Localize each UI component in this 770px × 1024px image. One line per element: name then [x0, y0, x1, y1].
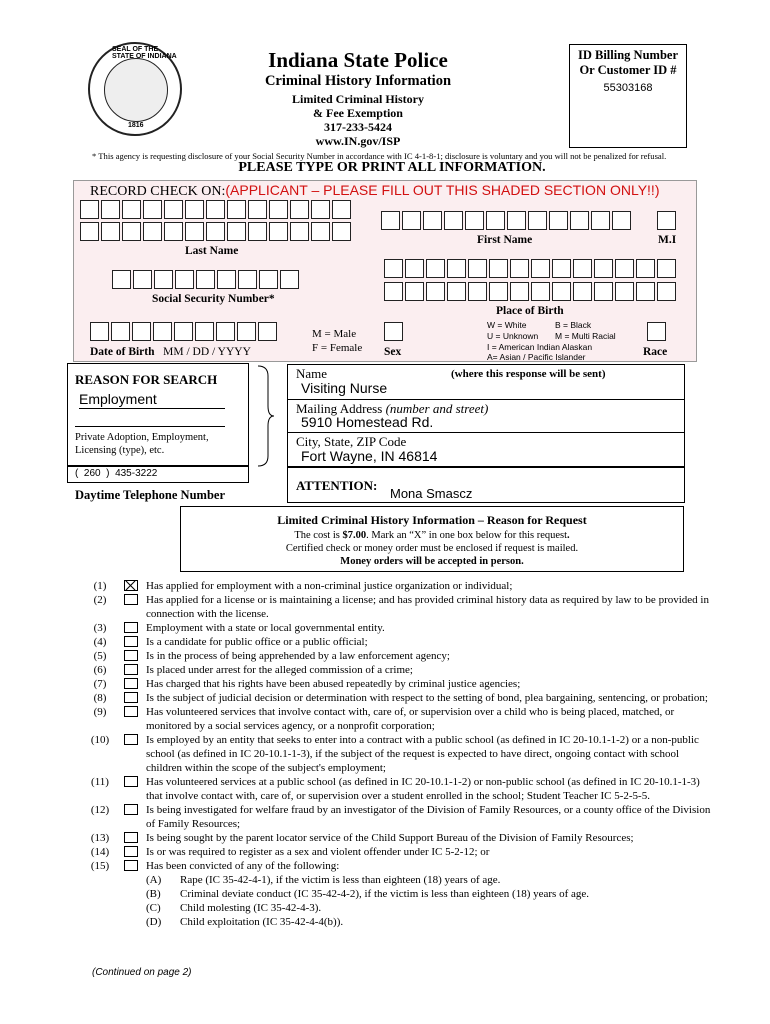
id-billing-label: ID Billing Number Or Customer ID # — [577, 48, 678, 77]
fee-box — [180, 506, 684, 572]
reasons-list — [82, 579, 712, 929]
list-item: (8) Is the subject of judicial decision or determination with respect to the setting of bond, plea bargaining, sentencing, or probation; — [93, 692, 708, 704]
reason-checkbox[interactable] — [124, 846, 138, 857]
list-item: (5) Is in the process of being apprehended by a law enforcement agency; — [93, 650, 450, 662]
print-instruction: PLEASE TYPE OR PRINT ALL INFORMATION. — [238, 160, 546, 175]
mi-label: M.I — [658, 234, 677, 246]
sub-item: (B) Criminal deviate conduct (IC 35-42-4-2), if the victim is less than eighteen (18) years of age. — [146, 888, 590, 900]
divider — [287, 432, 685, 433]
race-code: B = Black — [555, 320, 592, 330]
fee-title: Limited Criminal History Information – Reason for Request — [277, 513, 587, 527]
reason-checkbox[interactable] — [124, 594, 138, 605]
attention-input[interactable]: Mona Smascz — [390, 486, 473, 501]
list-item: (1) Has applied for employment with a non-criminal justice organization or individual; — [93, 580, 513, 592]
race-code: I = American Indian Alaskan — [487, 342, 593, 352]
list-item: (3) Employment with a state or local governmental entity. — [93, 622, 385, 634]
reason-checkbox[interactable] — [124, 804, 138, 815]
sex-codes: M = Male F = Female — [312, 328, 363, 354]
list-item: (14) Is or was required to register as a sex and violent offender under IC 5-2-12; or — [90, 846, 490, 858]
record-check-heading: RECORD CHECK ON:(APPLICANT – PLEASE FILL OUT THIS SHADED SECTION ONLY!!) — [90, 182, 660, 199]
attention-label: ATTENTION: — [296, 478, 378, 493]
name-input[interactable]: Visiting Nurse — [301, 380, 388, 396]
place-of-birth-label: Place of Birth — [496, 305, 564, 317]
reason-checkbox[interactable] — [124, 776, 138, 787]
dob-label: Date of Birth MM / DD / YYYY — [90, 346, 251, 358]
race-box[interactable] — [647, 322, 668, 341]
list-item: (10) Is employed by an entity that seeks to enter into a contract with a public school (as defined in IC 20-10.1-1-2) or a non-public school (as defined in IC 20-10.1-1-3), if the subject of the request is expected to have direct, ongoing contact with school children within the scope of the subject's employment; — [90, 734, 699, 774]
sub-item: (C) Child molesting (IC 35-42-4-3). — [146, 902, 322, 914]
reason-checkbox[interactable] — [124, 580, 138, 591]
first-name-boxes[interactable] — [381, 211, 633, 230]
sub-item: (D) Child exploitation (IC 35-42-4-4(b)). — [146, 916, 344, 928]
place-of-birth-boxes-row2[interactable] — [384, 282, 678, 301]
fee-payment-line: Certified check or money order must be enclosed if request is mailed. — [285, 543, 579, 554]
header-line: Limited Criminal History — [292, 92, 424, 106]
race-code: U = Unknown — [487, 331, 539, 341]
list-item: (9) Has volunteered services that involve contact with, care of, or supervision over a child who is being placed, matched, or monitored by a social services agency, or a nonprofit corporation; — [93, 706, 675, 732]
id-billing-value[interactable]: 55303168 — [603, 82, 653, 94]
header-line: & Fee Exemption — [313, 106, 403, 120]
telephone-input[interactable]: ( 260 ) 435-3222 — [75, 468, 158, 479]
dob-boxes[interactable] — [90, 322, 279, 341]
last-name-boxes-row1[interactable] — [80, 200, 353, 219]
reason-checkbox[interactable] — [124, 734, 138, 745]
reason-checkbox[interactable] — [124, 678, 138, 689]
reason-label: REASON FOR SEARCH — [75, 372, 218, 387]
race-code: M = Multi Racial — [555, 331, 616, 341]
list-item: (12) Is being investigated for welfare fraud by an investigator of the Division of Family Resources, or a county office of the Division of Family Resources; — [90, 804, 711, 830]
place-of-birth-boxes-row1[interactable] — [384, 259, 678, 278]
id-billing-box — [569, 44, 687, 148]
sex-label: Sex — [384, 346, 402, 358]
reason-checkbox[interactable] — [124, 622, 138, 633]
reason-checkbox[interactable] — [124, 692, 138, 703]
list-item: (11) Has volunteered services at a public school (as defined in IC 20-10.1-1-2) or non-public school (as defined in IC 20-10.1-1-3) that involve contact with, care of, or supervision over a student enrolled in the school; Student Teacher IC 5-2-5-5. — [91, 776, 700, 802]
continued-note: (Continued on page 2) — [92, 967, 192, 978]
sex-box[interactable] — [384, 322, 405, 341]
reason-checkbox[interactable] — [124, 832, 138, 843]
header-website: www.IN.gov/ISP — [315, 134, 401, 148]
city-label: City, State, ZIP Code — [296, 434, 407, 449]
first-name-label: First Name — [477, 234, 533, 246]
middle-initial-box[interactable] — [657, 211, 678, 230]
list-item: (4) Is a candidate for public office or a public official; — [93, 636, 368, 648]
list-item: (15) Has been convicted of any of the following: — [90, 860, 340, 872]
race-label: Race — [643, 346, 668, 358]
reason-checkbox[interactable] — [124, 860, 138, 871]
reason-checkbox[interactable] — [124, 706, 138, 717]
name-label: Name — [296, 366, 328, 381]
last-name-boxes-row2[interactable] — [80, 222, 353, 241]
reason-checkbox[interactable] — [124, 636, 138, 647]
city-input[interactable]: Fort Wayne, IN 46814 — [301, 448, 438, 464]
list-item: (7) Has charged that his rights have been abused repeatedly by criminal justice agencies; — [93, 678, 521, 690]
list-item: (13) Is being sought by the parent locator service of the Child Support Bureau of the Division of Family Resources; — [90, 832, 634, 844]
seal-year: 1816 — [128, 122, 144, 129]
reason-checkbox[interactable] — [124, 664, 138, 675]
form-subtitle: Criminal History Information — [264, 73, 452, 89]
name-note: (where this response will be sent) — [451, 368, 606, 380]
address-input[interactable]: 5910 Homestead Rd. — [301, 414, 434, 430]
telephone-label: Daytime Telephone Number — [75, 488, 225, 502]
sub-item: (A) Rape (IC 35-42-4-1), if the victim is less than eighteen (18) years of age. — [146, 874, 501, 886]
race-code: A= Asian / Pacific Islander — [487, 352, 586, 362]
ssn-label: Social Security Number* — [152, 293, 275, 305]
list-item: (6) Is placed under arrest for the alleged commission of a crime; — [93, 664, 413, 676]
form-title: Indiana State Police — [268, 48, 448, 72]
ssn-disclaimer: * This agency is requesting disclosure of your Social Security Number in accordance with IC 4-1-8-1; disclosure is voluntary and you will not be penalized for refusal. — [92, 151, 667, 161]
race-code: W = White — [487, 320, 527, 330]
seal-text: SEAL OF THE STATE OF INDIANA — [112, 46, 177, 60]
fee-cost-line: The cost is $7.00. Mark an “X” in one box below for this request. — [294, 530, 570, 541]
last-name-label: Last Name — [185, 245, 239, 257]
reason-checkbox[interactable] — [124, 650, 138, 661]
list-item: (2) Has applied for a license or is maintaining a license; and has provided criminal history data as required by law to be provided in connection with the license. — [93, 594, 709, 620]
brace-icon — [254, 364, 276, 468]
indiana-state-seal — [88, 42, 182, 136]
ssn-boxes[interactable] — [112, 270, 301, 289]
header-phone: 317-233-5424 — [324, 120, 392, 134]
fee-money-order-line: Money orders will be accepted in person. — [340, 556, 524, 567]
address-label: Mailing Address (number and street) — [296, 401, 489, 416]
reason-hint: Private Adoption, Employment, Licensing (type), etc. — [75, 432, 209, 456]
reason-line — [75, 426, 225, 427]
divider — [287, 399, 685, 400]
reason-input[interactable]: Employment — [79, 391, 225, 409]
